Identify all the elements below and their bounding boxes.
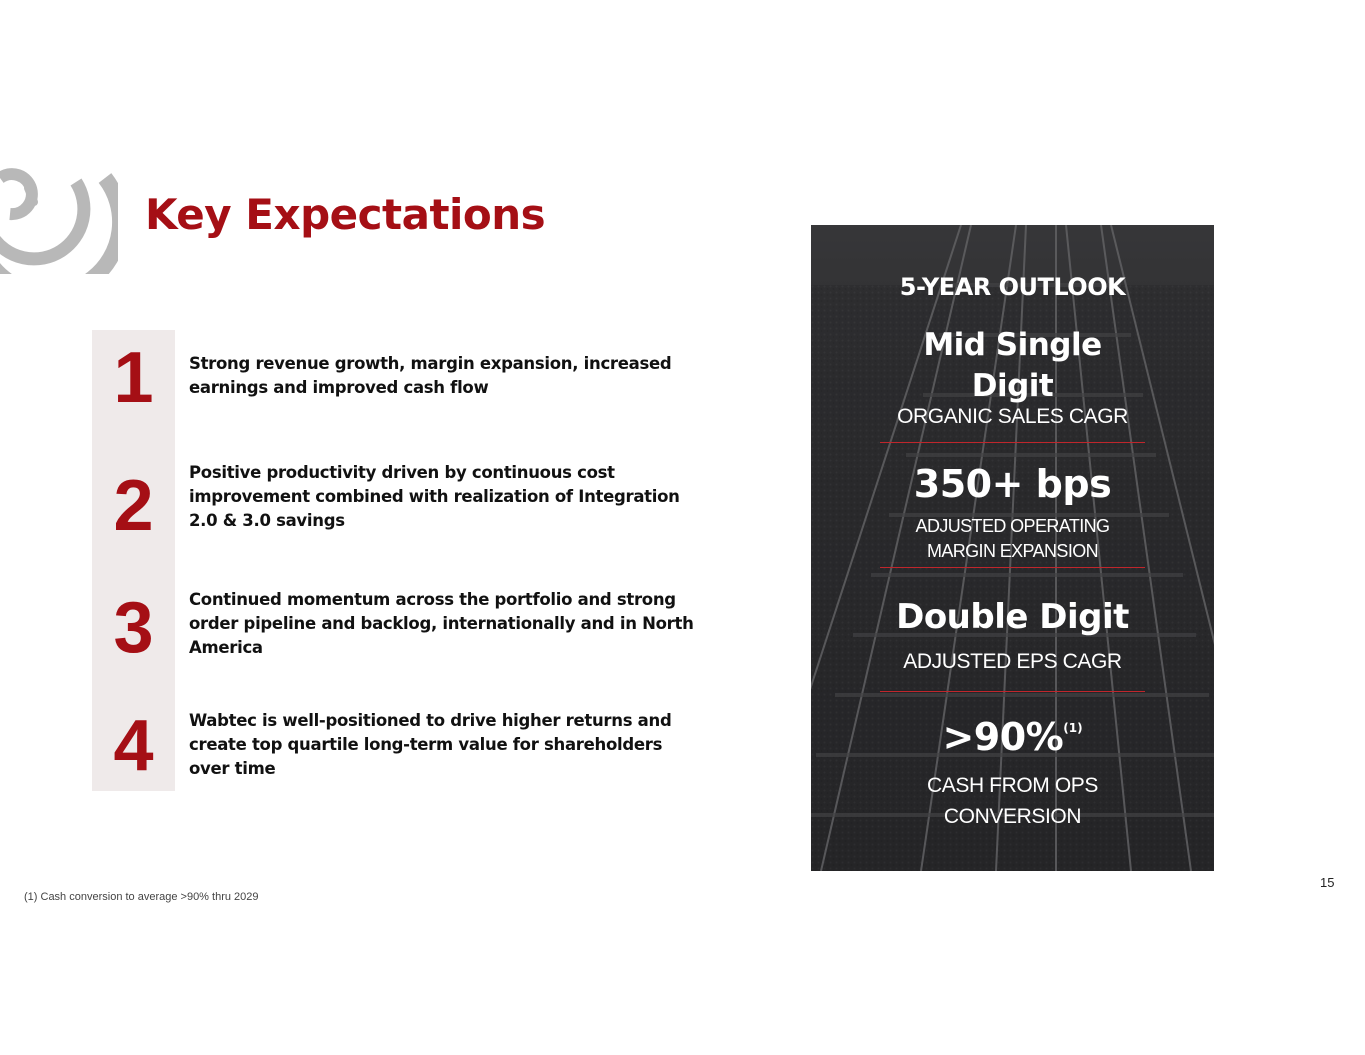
metric-1-value-line-1: Mid Single xyxy=(923,327,1102,363)
page-title: Key Expectations xyxy=(145,190,546,239)
concentric-arcs-logo-icon xyxy=(0,138,118,274)
expectation-number-4: 4 xyxy=(113,706,154,786)
metric-eps-caption: ADJUSTED EPS CAGR xyxy=(903,650,1122,673)
expectation-text-1 xyxy=(189,352,699,400)
metric-organic-sales-caption: ORGANIC SALES CAGR xyxy=(897,405,1128,428)
metric-4-value: >90% xyxy=(942,715,1064,759)
expectation-2-line-2: improvement combined with realization of Integration xyxy=(189,487,680,506)
expectation-3-line-3: America xyxy=(189,638,263,657)
footnote: (1) Cash conversion to average >90% thru 2029 xyxy=(24,891,259,903)
divider-1 xyxy=(880,442,1145,443)
metric-operating-margin-value: 350+ bps xyxy=(913,462,1112,506)
metric-4-caption-line-1: CASH FROM OPS xyxy=(927,774,1098,797)
expectation-text-3 xyxy=(189,588,699,660)
expectation-4-line-1: Wabtec is well-positioned to drive higher returns and xyxy=(189,711,672,730)
divider-2 xyxy=(880,567,1145,568)
expectation-number-2: 2 xyxy=(113,466,154,546)
expectation-3-line-1: Continued momentum across the portfolio and strong xyxy=(189,590,676,609)
metric-cash-conversion-value xyxy=(811,715,1214,759)
expectation-1-line-2: earnings and improved cash flow xyxy=(189,378,489,397)
expectation-1-line-1: Strong revenue growth, margin expansion, increased xyxy=(189,354,672,373)
expectation-text-2 xyxy=(189,461,699,533)
expectation-number-3: 3 xyxy=(113,588,154,668)
metric-4-superscript: (1) xyxy=(1063,721,1083,735)
expectation-2-line-3: 2.0 & 3.0 savings xyxy=(189,511,345,530)
expectation-4-line-2: create top quartile long-term value for shareholders xyxy=(189,735,663,754)
outlook-heading: 5-YEAR OUTLOOK xyxy=(899,273,1126,301)
expectation-4-line-3: over time xyxy=(189,759,276,778)
expectation-3-line-2: order pipeline and backlog, internationally and in North xyxy=(189,614,694,633)
metric-2-caption-line-2: MARGIN EXPANSION xyxy=(926,541,1099,561)
expectation-number-1: 1 xyxy=(113,338,154,418)
metric-eps-value: Double Digit xyxy=(896,597,1129,637)
divider-3 xyxy=(880,691,1145,692)
expectation-2-line-1: Positive productivity driven by continuous cost xyxy=(189,463,615,482)
metric-2-caption-line-1: ADJUSTED OPERATING xyxy=(915,516,1110,536)
metric-1-value-line-2: Digit xyxy=(971,368,1054,404)
page-number: 15 xyxy=(1320,875,1335,890)
metric-cash-conversion-caption xyxy=(811,770,1214,832)
expectation-text-4 xyxy=(189,709,699,781)
metric-operating-margin-caption xyxy=(811,514,1214,564)
outlook-panel xyxy=(811,225,1214,871)
metric-organic-sales-value xyxy=(811,325,1214,407)
metric-4-caption-line-2: CONVERSION xyxy=(943,805,1082,828)
